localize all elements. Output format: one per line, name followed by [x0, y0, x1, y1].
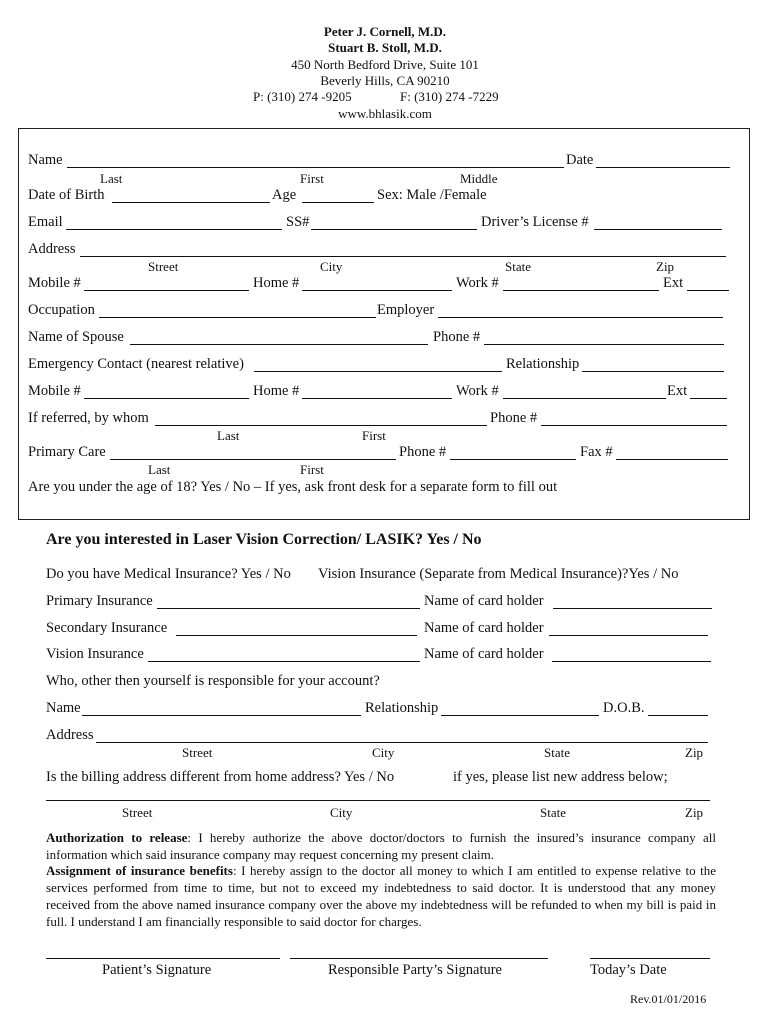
referred-phone-label: Phone # — [490, 410, 538, 426]
secondary-card-holder-label: Name of card holder — [424, 620, 544, 636]
name-last-caption: Last — [100, 171, 123, 186]
emergency-ext-label: Ext — [667, 383, 688, 399]
responsible-name-label: Name — [46, 700, 81, 716]
emergency-ext-field[interactable] — [690, 398, 727, 399]
office-phone: P: (310) 274 -9205 — [253, 89, 352, 104]
responsible-street-caption: Street — [182, 745, 213, 760]
referred-field[interactable] — [155, 425, 487, 426]
emergency-contact-field[interactable] — [254, 371, 502, 372]
employer-field[interactable] — [438, 317, 723, 318]
primary-insurance-label: Primary Insurance — [46, 593, 153, 609]
billing-address-question: Is the billing address different from home address? Yes / No — [46, 769, 395, 785]
billing-zip-caption: Zip — [685, 805, 704, 820]
spouse-field[interactable] — [130, 344, 428, 345]
office-address-line2: Beverly Hills, CA 90210 — [320, 73, 450, 88]
dob-label: Date of Birth — [28, 187, 105, 203]
occupation-field[interactable] — [99, 317, 376, 318]
vision-card-holder-field[interactable] — [552, 661, 711, 662]
responsible-signature-label: Responsible Party’s Signature — [328, 962, 502, 978]
responsible-signature-line[interactable] — [290, 958, 548, 959]
primary-card-holder-label: Name of card holder — [424, 593, 544, 609]
responsible-dob-field[interactable] — [648, 715, 708, 716]
primary-care-fax-field[interactable] — [616, 459, 728, 460]
primary-care-last-caption: Last — [148, 462, 171, 477]
medical-insurance-question: Do you have Medical Insurance? Yes / No — [46, 566, 291, 582]
primary-care-phone-label: Phone # — [399, 444, 447, 460]
revision-number: Rev.01/01/2016 — [630, 992, 707, 1006]
date-field[interactable] — [596, 167, 730, 168]
referred-phone-field[interactable] — [541, 425, 727, 426]
primary-insurance-field[interactable] — [157, 608, 420, 609]
mobile-label: Mobile # — [28, 275, 81, 291]
under-18-question: Are you under the age of 18? Yes / No – If yes, ask front desk for a separate form to fill out — [28, 479, 558, 495]
employer-label: Employer — [377, 302, 435, 318]
address-state-caption: State — [505, 259, 531, 274]
responsible-address-label: Address — [46, 727, 94, 743]
ext-label: Ext — [663, 275, 684, 291]
todays-date-line[interactable] — [590, 958, 710, 959]
assignment-paragraph — [46, 862, 716, 930]
name-middle-caption: Middle — [460, 171, 498, 186]
secondary-insurance-field[interactable] — [176, 635, 417, 636]
sex-label: Sex: Male /Female — [377, 187, 487, 203]
name-field[interactable] — [67, 167, 564, 168]
primary-care-label: Primary Care — [28, 444, 106, 460]
vision-insurance-question: Vision Insurance (Separate from Medical Insurance)?Yes / No — [318, 566, 679, 582]
office-fax: F: (310) 274 -7229 — [400, 89, 499, 104]
primary-care-phone-field[interactable] — [450, 459, 576, 460]
authorization-text: : I hereby authorize the above doctor/doctors to furnish the insured’s insurance company all information which said insurance company may request concerning my present claim. — [46, 830, 716, 862]
secondary-insurance-label: Secondary Insurance — [46, 620, 168, 636]
responsible-address-field[interactable] — [96, 742, 708, 743]
work-label: Work # — [456, 275, 499, 291]
emergency-work-field[interactable] — [503, 398, 666, 399]
age-field[interactable] — [302, 202, 374, 203]
spouse-phone-label: Phone # — [433, 329, 481, 345]
age-label: Age — [272, 187, 297, 203]
doctor-name-1: Peter J. Cornell, M.D. — [323, 24, 447, 39]
billing-address-note: if yes, please list new address below; — [453, 769, 668, 785]
billing-city-caption: City — [330, 805, 353, 820]
responsible-party-question: Who, other then yourself is responsible for your account? — [46, 673, 380, 689]
emergency-work-label: Work # — [456, 383, 499, 399]
authorization-title: Authorization to release — [46, 830, 188, 845]
email-label: Email — [28, 214, 63, 230]
billing-street-caption: Street — [122, 805, 153, 820]
assignment-title: Assignment of insurance benefits — [46, 863, 233, 878]
referred-last-caption: Last — [217, 428, 240, 443]
patient-signature-label: Patient’s Signature — [102, 962, 212, 978]
emergency-mobile-label: Mobile # — [28, 383, 81, 399]
occupation-label: Occupation — [28, 302, 95, 318]
spouse-phone-field[interactable] — [484, 344, 724, 345]
dob-field[interactable] — [112, 202, 270, 203]
address-field[interactable] — [80, 256, 726, 257]
date-label: Date — [566, 152, 594, 168]
billing-address-field[interactable] — [46, 800, 710, 801]
home-field[interactable] — [302, 290, 452, 291]
address-street-caption: Street — [148, 259, 179, 274]
responsible-name-field[interactable] — [82, 715, 361, 716]
ss-field[interactable] — [311, 229, 477, 230]
secondary-card-holder-field[interactable] — [549, 635, 708, 636]
responsible-zip-caption: Zip — [685, 745, 704, 760]
license-label: Driver’s License # — [481, 214, 589, 230]
office-address-line1: 450 North Bedford Drive, Suite 101 — [291, 57, 479, 72]
relationship-field[interactable] — [582, 371, 724, 372]
responsible-relationship-field[interactable] — [441, 715, 599, 716]
work-field[interactable] — [503, 290, 659, 291]
vision-card-holder-label: Name of card holder — [424, 646, 544, 662]
primary-care-field[interactable] — [110, 459, 396, 460]
assignment-text: : I hereby assign to the doctor all money to which I am entitled to expense relative to the services performed from time to time, but not to exceed my indebtedness to said doctor. It is understood that any money received from the above named insurance company over the above my indebtedness will be refunded to when my bill is paid in full. I understand I am financially responsible to said doctor for charges. — [46, 863, 717, 929]
home-label: Home # — [253, 275, 300, 291]
responsible-dob-label: D.O.B. — [603, 700, 645, 716]
mobile-field[interactable] — [84, 290, 249, 291]
todays-date-label: Today’s Date — [590, 962, 667, 978]
address-city-caption: City — [320, 259, 343, 274]
ext-field[interactable] — [687, 290, 729, 291]
ss-label: SS# — [286, 214, 310, 230]
emergency-mobile-field[interactable] — [84, 398, 249, 399]
name-first-caption: First — [300, 171, 324, 186]
billing-state-caption: State — [540, 805, 566, 820]
lasik-question: Are you interested in Laser Vision Correction/ LASIK? Yes / No — [46, 531, 482, 548]
responsible-city-caption: City — [372, 745, 395, 760]
authorization-paragraph — [46, 829, 716, 863]
email-field[interactable] — [66, 229, 282, 230]
license-field[interactable] — [594, 229, 722, 230]
address-label: Address — [28, 241, 76, 257]
doctor-name-2: Stuart B. Stoll, M.D. — [328, 40, 442, 55]
address-zip-caption: Zip — [656, 259, 675, 274]
referred-label: If referred, by whom — [28, 410, 149, 426]
patient-signature-line[interactable] — [46, 958, 280, 959]
emergency-home-label: Home # — [253, 383, 300, 399]
spouse-label: Name of Spouse — [28, 329, 124, 345]
primary-card-holder-field[interactable] — [553, 608, 712, 609]
name-label: Name — [28, 152, 63, 168]
emergency-home-field[interactable] — [302, 398, 452, 399]
emergency-contact-label: Emergency Contact (nearest relative) — [28, 356, 244, 372]
vision-insurance-label: Vision Insurance — [46, 646, 144, 662]
primary-care-first-caption: First — [300, 462, 324, 477]
responsible-state-caption: State — [544, 745, 570, 760]
primary-care-fax-label: Fax # — [580, 444, 613, 460]
relationship-label: Relationship — [506, 356, 580, 372]
vision-insurance-field[interactable] — [148, 661, 420, 662]
office-website: www.bhlasik.com — [338, 106, 432, 121]
referred-first-caption: First — [362, 428, 386, 443]
responsible-relationship-label: Relationship — [365, 700, 439, 716]
